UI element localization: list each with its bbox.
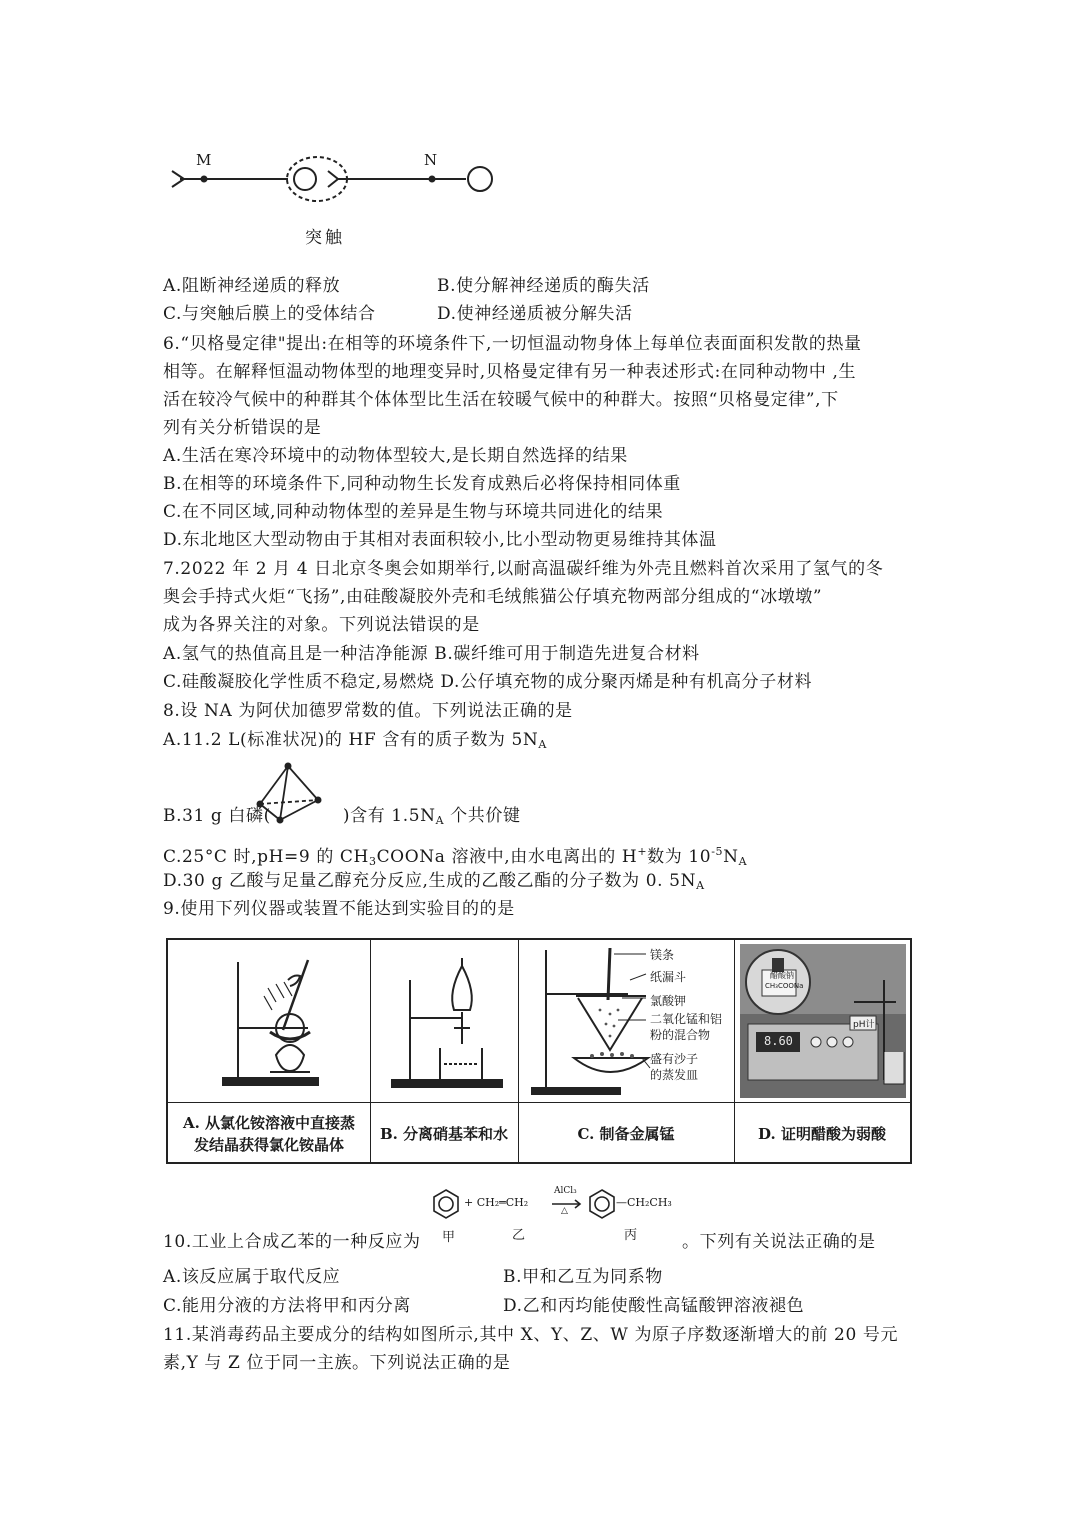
- apparatus-b-svg: [370, 940, 518, 1102]
- caption-a: [168, 1104, 370, 1164]
- point-n: [429, 176, 436, 183]
- table-caption-divider: [168, 1102, 910, 1103]
- q8-stem: 8.设 NA 为阿伏加德罗常数的值。下列说法正确的是: [163, 701, 573, 721]
- q5-option-b: B.使分解神经递质的酶失活: [437, 276, 650, 296]
- q5-option-a: A.阻断神经递质的释放: [163, 276, 341, 296]
- q10-stem-pre: 10.工业上合成乙苯的一种反应为: [163, 1232, 421, 1252]
- q8-option-b-mid: )含有 1.5N: [342, 806, 436, 826]
- label-yi: 乙: [512, 1228, 526, 1243]
- q10-stem-post: 。下列有关说法正确的是: [682, 1232, 876, 1252]
- q8-option-b-post: 个共价键: [444, 806, 521, 826]
- apparatus-b: [370, 940, 518, 1102]
- q10-option-b: B.甲和乙互为同系物: [503, 1267, 663, 1287]
- bottle-label-1: 醋酸钠: [770, 971, 794, 980]
- benzene-ring-product: [590, 1190, 614, 1218]
- q9-stem: 9.使用下列仪器或装置不能达到实验目的的是: [163, 899, 515, 919]
- q10-reaction-figure: [430, 1186, 690, 1242]
- ph-reading: 8.60: [764, 1034, 793, 1048]
- catalyst-label: AlCl₃: [554, 1186, 577, 1196]
- q6-stem-line-1: 6.“贝格曼定律"提出:在相等的环境条件下,一切恒温动物身体上每单位表面面积发散的热量: [163, 334, 862, 354]
- q8-option-b-sub: A: [435, 814, 445, 827]
- apparatus-c: [518, 940, 734, 1102]
- q8-option-a: [163, 729, 547, 756]
- q11-stem-line-2: 素,Y 与 Z 位于同一主族。下列说法正确的是: [163, 1353, 511, 1373]
- soma-right: [468, 167, 492, 191]
- q7-options-ab: A.氢气的热值高且是一种洁净能源 B.碳纤维可用于制造先进复合材料: [163, 644, 700, 664]
- label-mix-1: 二氧化锰和铝: [650, 1012, 723, 1026]
- q7-stem-line-1: 7.2022 年 2 月 4 日北京冬奥会如期举行,以耐高温碳纤维为外壳且燃料首次采用了氢气的冬: [163, 559, 884, 579]
- product-substituent: —CH₂CH₃: [616, 1196, 672, 1209]
- q6-option-c: C.在不同区域,同种动物体型的差异是生物与环境共同进化的结果: [163, 502, 664, 522]
- q10-option-c: C.能用分液的方法将甲和丙分离: [163, 1296, 411, 1316]
- q10-option-a: A.该反应属于取代反应: [163, 1267, 341, 1287]
- q5-option-c: C.与突触后膜上的受体结合: [163, 304, 376, 324]
- q6-stem-line-2: 相等。在解释恒温动物体型的地理变异时,贝格曼定律有另一种表述形式:在同种动物中 ,生: [163, 362, 857, 382]
- label-sand-1: 盛有沙子: [650, 1052, 699, 1066]
- q8-c-sub2: A: [738, 855, 748, 868]
- q8-c-mid2: 数为 10: [647, 847, 712, 867]
- ph-meter-label: pH计: [853, 1020, 875, 1030]
- q8-option-a-text: A.11.2 L(标准状况)的 HF 含有的质子数为 5N: [163, 730, 539, 750]
- label-jia: 甲: [442, 1230, 456, 1245]
- q8-c-mid3: N: [723, 847, 739, 867]
- q5-option-d: D.使神经递质被分解失活: [437, 304, 633, 324]
- point-m: [201, 176, 208, 183]
- label-n: N: [424, 151, 438, 169]
- q7-stem-line-3: 成为各界关注的对象。下列说法错误的是: [163, 615, 480, 635]
- q8-option-a-sub: A: [538, 738, 547, 751]
- caption-b: B. 分离硝基苯和水: [379, 1125, 509, 1143]
- label-bing: 丙: [624, 1228, 638, 1243]
- apparatus-a-svg: [168, 940, 370, 1102]
- label-sand-2: 的蒸发皿: [650, 1068, 699, 1082]
- caption-d: D. 证明醋酸为弱酸: [758, 1125, 886, 1143]
- caption-c: C. 制备金属锰: [577, 1125, 675, 1143]
- q7-stem-line-2: 奥会手持式火炬“飞扬”,由硅酸凝胶外壳和毛绒熊猫公仔填充物两部分组成的“冰墩墩”: [163, 587, 823, 607]
- q6-option-b: B.在相等的环境条件下,同种动物生长发育成熟后必将保持相同体重: [163, 474, 681, 494]
- benzene-ring-reactant: [434, 1190, 458, 1218]
- reactant-ethylene: + CH₂═CH₂: [464, 1196, 529, 1209]
- label-kclo3: 氯酸钾: [650, 994, 687, 1008]
- q8-option-d: [163, 870, 705, 897]
- q6-stem-line-4: 列有关分析错误的是: [163, 418, 322, 438]
- q6-option-a: A.生活在寒冷环境中的动物体型较大,是长期自然选择的结果: [163, 446, 628, 466]
- q6-option-d: D.东北地区大型动物由于其相对表面积较小,比小型动物更易维持其体温: [163, 530, 717, 550]
- apparatus-d-svg: [734, 940, 910, 1102]
- q7-options-cd: C.硅酸凝胶化学性质不稳定,易燃烧 D.公仔填充物的成分聚丙烯是种有机高分子材料: [163, 672, 813, 692]
- label-synapse: 突触: [305, 228, 345, 248]
- q8-d-pre: D.30 g 乙酸与足量乙醇充分反应,生成的乙酸乙酯的分子数为 0. 5N: [163, 871, 697, 891]
- heat-label: △: [561, 1206, 568, 1216]
- q8-option-b: [163, 805, 521, 832]
- synapse-terminal-mark: [328, 171, 338, 187]
- q11-stem-line-1: 11.某消毒药品主要成分的结构如图所示,其中 X、Y、Z、W 为原子序数逐渐增大的前 20 号元: [163, 1325, 899, 1345]
- q9-apparatus-table: [166, 938, 912, 1164]
- q8-c-pre: C.25°C 时,pH=9 的 CH: [163, 847, 369, 867]
- q8-c-sup2: -5: [711, 845, 724, 858]
- label-mg-strip: 镁条: [650, 948, 675, 962]
- synapse-diagram: [160, 145, 510, 255]
- q8-c-sub1: 3: [368, 855, 377, 868]
- q8-option-c: [163, 841, 747, 873]
- label-mix-2: 粉的混合物: [650, 1028, 711, 1042]
- q8-option-b-pre: B.31 g 白磷(: [163, 806, 271, 826]
- apparatus-d: [734, 940, 910, 1102]
- apparatus-a: [168, 940, 370, 1102]
- label-m: M: [196, 151, 212, 169]
- caption-a-line-2: 发结晶获得氯化铵晶体: [193, 1136, 344, 1154]
- q6-stem-line-3: 活在较冷气候中的种群其个体体型比生活在较暖气候中的种群大。按照“贝格曼定律”,下: [163, 390, 839, 410]
- q8-d-sub: A: [696, 879, 705, 892]
- soma-left: [294, 168, 316, 190]
- caption-a-line-1: A. 从氯化铵溶液中直接蒸: [182, 1114, 356, 1132]
- q8-c-mid1: COONa 溶液中,由水电离出的 H: [376, 847, 638, 867]
- q8-c-sup: +: [637, 845, 648, 858]
- q10-option-d: D.乙和丙均能使酸性高锰酸钾溶液褪色: [503, 1296, 805, 1316]
- label-paper-funnel: 纸漏斗: [650, 970, 687, 984]
- bottle-label-2: CH₃COONa: [765, 982, 804, 990]
